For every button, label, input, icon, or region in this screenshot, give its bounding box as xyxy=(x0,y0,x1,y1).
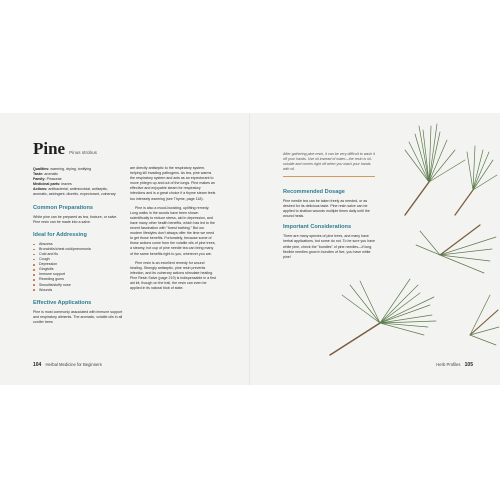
list-item: Cough xyxy=(33,257,123,262)
pine-sprig-image-top xyxy=(385,120,500,230)
list-item: Sinusitis/stuffy nose xyxy=(33,283,123,288)
pine-sprig-image-bottom xyxy=(320,215,500,380)
taste-label: Taste: xyxy=(33,172,44,177)
ideal-for-heading: Ideal for Addressing xyxy=(33,231,87,238)
actions-label: Actions: xyxy=(33,187,48,192)
medicinal-parts-label: Medicinal parts: xyxy=(33,182,61,187)
actions-value: antibacterial, antimicrobial, antiseptic, aromatic, astringent, diuretic, expectorant, vulnerary xyxy=(33,187,116,197)
left-column-two xyxy=(130,166,216,295)
book-spine xyxy=(249,113,251,385)
list-item: Gingivitis xyxy=(33,267,123,272)
list-item: Immune support xyxy=(33,272,123,277)
body-paragraph: are directly antiseptic to the respiratory system, helping kill invading pathogens. As tea, pine warms the respiratory system and acts as an expectorant to move phlegm up and out of the lungs. Pine makes an effective and enjoyable steam for respiratory infections and is a great choice if a thyme steam feels too intensely warming (see Thyme, page 118). xyxy=(130,166,216,201)
list-item: Depression xyxy=(33,262,123,267)
left-column-one xyxy=(33,140,123,329)
effective-applications-heading: Effective Applications xyxy=(33,299,92,306)
list-item: Bronchitis/chest cold/pneumonia xyxy=(33,247,123,252)
left-running-head: Herbal Medicine for Beginners xyxy=(45,362,102,367)
tip-callout: After gathering pine resin, it can be very difficult to wash it off your hands. Use oil instead of water—the resin is oil-soluble and comes right off when you wash your hands with oil. xyxy=(283,152,375,177)
important-considerations-text: There are many species of pine trees, and many have herbal applications, but some do not. To be sure you have white pine, check the "bundles" of pine needles—if long, flexible needles grow in bundles of five, you have white pine! xyxy=(283,234,376,259)
taste-value: aromatic xyxy=(44,172,59,177)
common-preparations-text: White pine can be prepared as tea, tincture, or salve. Pine resin can be made into a salve. xyxy=(33,214,118,224)
actions-line xyxy=(33,187,123,197)
family-value: Pinaceae xyxy=(46,177,62,182)
qualities-label: Qualities: xyxy=(33,167,50,171)
left-page-number: 104 xyxy=(33,362,42,368)
list-item: Wounds xyxy=(33,288,123,293)
important-considerations-heading: Important Considerations xyxy=(283,224,352,231)
left-folio xyxy=(33,362,102,368)
recommended-dosage-text: Pine needle tea can be taken freely as needed, or as desired for its delicious taste. Pine resin salve can be applied to shallow wounds multiple times daily until the wound heals. xyxy=(283,199,370,219)
list-item: Receding gums xyxy=(33,277,123,282)
recommended-dosage-heading: Recommended Dosage xyxy=(283,189,345,195)
ideal-for-list xyxy=(33,242,123,293)
herb-latin-name: Pinus strobus xyxy=(69,150,97,155)
list-item: Cold and flu xyxy=(33,252,123,257)
family-label: Family: xyxy=(33,177,46,182)
medicinal-parts-value: leaves xyxy=(61,182,72,187)
herb-title-row xyxy=(33,140,123,157)
body-paragraph: Pine resin is an excellent remedy for wound healing. Strongly antiseptic, pine resin prevents infection, and its vulnerary actions stimulate healing. Pine Resin Salve (page 219) is indispensable in a first aid kit, though on the trail, the resin can even be applied in its natural blob of state. xyxy=(130,260,216,291)
qualities-value: warming, drying, tonifying xyxy=(50,167,92,171)
herb-title: Pine xyxy=(33,139,66,158)
effective-applications-text: Pine is most commonly associated with immune support and respiratory ailments. The aromatic, volatile oils in all conifer trees xyxy=(33,309,123,324)
body-paragraph: Pine is also a mood-boosting, uplifting remedy. Long walks in the woods have been shown scientifically to reduce stress, aid in depression, and have many other health benefits, which has led to the recent fascination with "forest bathing." But our modern lifestyles don't always offer the time we need to get those benefits. Fortunately, because some of those actions come from the volatile oils of pine trees, a steamy, hot cup of pine needle tea can bring many of the same benefits right to you, wherever you are. xyxy=(130,205,216,256)
right-running-head: Herb Profiles xyxy=(436,362,461,367)
common-preparations-heading: Common Preparations xyxy=(33,204,93,211)
list-item: Abscess xyxy=(33,242,123,247)
right-page-number: 105 xyxy=(464,362,473,368)
